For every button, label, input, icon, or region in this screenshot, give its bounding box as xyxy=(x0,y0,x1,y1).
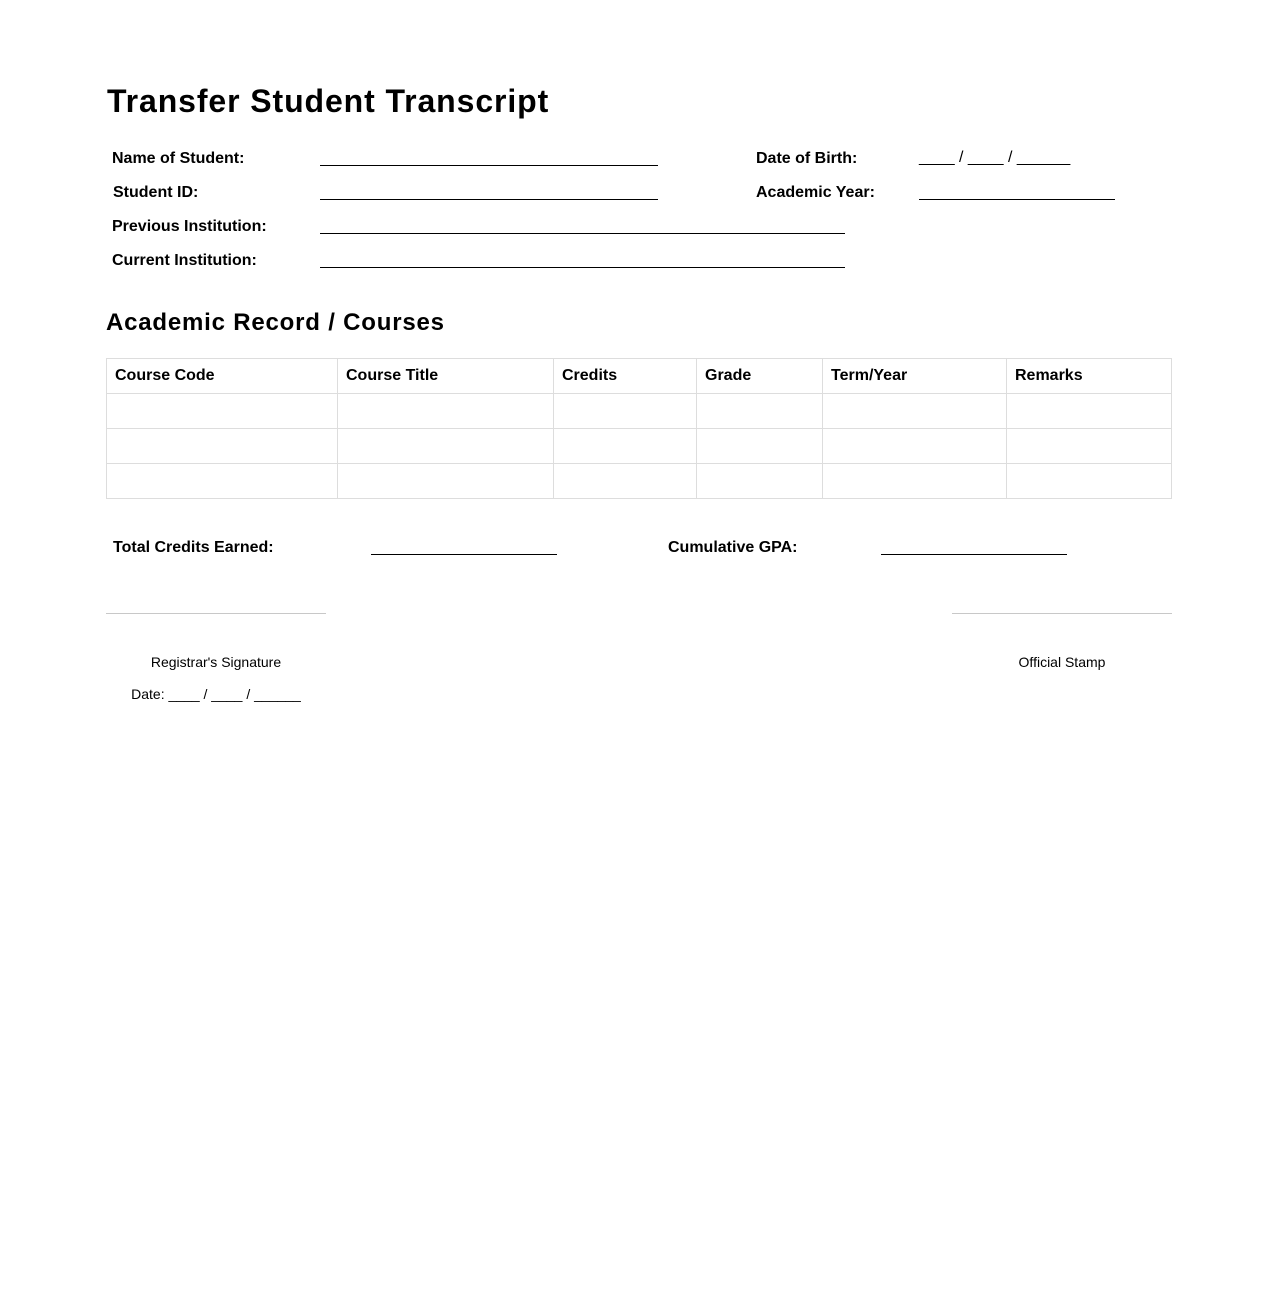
dob-field[interactable]: ____ / ____ / ______ xyxy=(919,149,1071,166)
table-cell[interactable] xyxy=(823,429,1007,464)
previous-institution-field[interactable] xyxy=(320,233,845,234)
table-cell[interactable] xyxy=(1007,464,1172,499)
column-header: Course Code xyxy=(107,359,338,394)
table-header-row xyxy=(107,359,1172,394)
table-cell[interactable] xyxy=(554,464,697,499)
table-row xyxy=(107,464,1172,499)
official-stamp-line[interactable] xyxy=(952,613,1172,614)
table-cell[interactable] xyxy=(107,464,338,499)
table-cell[interactable] xyxy=(107,394,338,429)
column-header: Grade xyxy=(697,359,823,394)
official-stamp-label: Official Stamp xyxy=(1018,654,1106,670)
table-cell[interactable] xyxy=(338,394,554,429)
name-field[interactable] xyxy=(320,165,658,166)
table-cell[interactable] xyxy=(697,464,823,499)
dob-label: Date of Birth: xyxy=(756,150,858,167)
academic-year-label: Academic Year: xyxy=(756,184,875,201)
page-title: Transfer Student Transcript xyxy=(107,83,550,119)
academic-year-field[interactable] xyxy=(919,199,1115,200)
section-heading-academic-record: Academic Record / Courses xyxy=(106,309,445,336)
table-cell[interactable] xyxy=(823,394,1007,429)
total-credits-field[interactable] xyxy=(371,554,557,555)
column-header: Course Title xyxy=(338,359,554,394)
table-cell[interactable] xyxy=(697,394,823,429)
table-cell[interactable] xyxy=(338,429,554,464)
table-cell[interactable] xyxy=(554,429,697,464)
table-row xyxy=(107,429,1172,464)
table-cell[interactable] xyxy=(1007,429,1172,464)
student-id-field[interactable] xyxy=(320,199,658,200)
courses-table xyxy=(106,358,1172,499)
table-cell[interactable] xyxy=(823,464,1007,499)
cumulative-gpa-field[interactable] xyxy=(881,554,1067,555)
table-cell[interactable] xyxy=(1007,394,1172,429)
column-header: Term/Year xyxy=(823,359,1007,394)
total-credits-label: Total Credits Earned: xyxy=(113,539,274,556)
cumulative-gpa-label: Cumulative GPA: xyxy=(668,539,798,556)
table-cell[interactable] xyxy=(338,464,554,499)
table-row xyxy=(107,394,1172,429)
current-institution-field[interactable] xyxy=(320,267,845,268)
registrar-signature-line[interactable] xyxy=(106,613,326,614)
table-cell[interactable] xyxy=(107,429,338,464)
registrar-signature-label: Registrar's Signature xyxy=(150,654,282,670)
previous-institution-label: Previous Institution: xyxy=(112,218,267,235)
table-cell[interactable] xyxy=(697,429,823,464)
column-header: Remarks xyxy=(1007,359,1172,394)
student-id-label: Student ID: xyxy=(113,184,199,201)
column-header: Credits xyxy=(554,359,697,394)
name-label: Name of Student: xyxy=(112,150,245,167)
current-institution-label: Current Institution: xyxy=(112,252,257,269)
table-cell[interactable] xyxy=(554,394,697,429)
signature-date-field[interactable]: Date: ____ / ____ / ______ xyxy=(131,686,301,702)
